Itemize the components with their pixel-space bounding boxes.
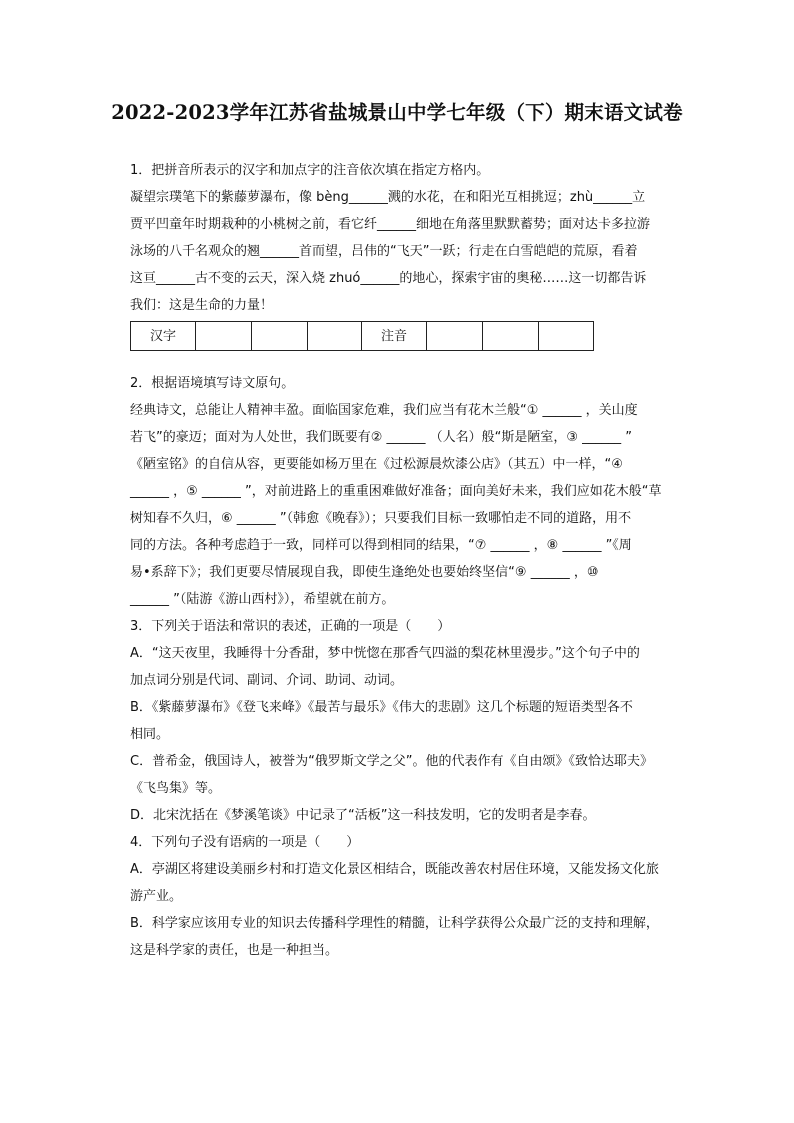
question-2-line: 树知春不久归，⑥ ______ ”（韩愈《晚春》）；只要我们目标一致哪怕走不同的道路，用不: [130, 511, 632, 526]
option-d: D．北宋沈括在《梦溪笔谈》中记录了“活板”这一科技发明，它的发明者是李春。: [130, 808, 596, 823]
option-b: B．《紫藤萝瀑布》《登飞来峰》《最苦与最乐》《伟大的悲剧》这几个标题的短语类型各不: [130, 700, 633, 715]
answer-cell[interactable]: [252, 322, 308, 351]
option-a-cont: 游产业。: [130, 889, 183, 904]
option-a: A．亭湖区将建设美丽乡村和打造文化景区相结合，既能改善农村居住环境，又能发扬文化旅: [130, 862, 659, 877]
exam-title: 2022-2023学年江苏省盐城景山中学七年级（下）期末语文试卷: [111, 101, 683, 124]
option-c: C．普希金，俄国诗人，被誉为“俄罗斯文学之父”。他的代表作有《自由颂》《致恰达耶夫》: [130, 754, 654, 769]
question-4: [130, 829, 690, 964]
option-b-cont: 相同。: [130, 727, 170, 742]
option-a: A．“这天夜里，我睡得十分香甜，梦中恍惚在那香气四溢的梨花林里漫步。”这个句子中的: [130, 646, 640, 661]
option-b: B．科学家应该用专业的知识去传播科学理性的精髓，让科学获得公众最广泛的支持和理解，: [130, 916, 659, 931]
question-2-stem: 2．根据语境填写诗文原句。: [130, 376, 295, 391]
answer-grid: [130, 321, 594, 351]
answer-cell[interactable]: [196, 322, 252, 351]
question-2-line: 易•系辞下》；我们更要尽情展现自我，即使生逢绝处也要始终坚信“⑨ ______ ，⑩: [130, 565, 599, 580]
option-c-cont: 《飞鸟集》等。: [130, 781, 222, 796]
answer-cell[interactable]: [427, 322, 483, 351]
question-3: [130, 613, 690, 829]
question-1-line: 凝望宗璞笔下的紫藤萝瀑布，像 bèng______溅的水花，在和阳光互相挑逗；zhù______立: [130, 190, 646, 205]
exam-content: [130, 157, 690, 964]
hanzi-label-cell: 汉字: [131, 322, 196, 351]
question-4-stem: 4．下列句子没有语病的一项是（ ）: [130, 835, 360, 850]
question-3-stem: 3．下列关于语法和常识的表述，正确的一项是（ ）: [130, 619, 451, 634]
answer-cell[interactable]: [539, 322, 594, 351]
question-2-line: 经典诗文，总能让人精神丰盈。面临国家危难，我们应当有花木兰般“① ______ ，关山度: [130, 403, 638, 418]
answer-cell[interactable]: [483, 322, 539, 351]
option-a-cont: 加点词分别是代词、副词、介词、助词、动词。: [130, 673, 404, 688]
question-1-line: 泳场的八千名观众的翘______首而望，吕伟的“飞天”一跃；行走在白雪皑皑的荒原，看着: [130, 244, 638, 259]
option-b-cont: 这是科学家的责任，也是一种担当。: [130, 943, 339, 958]
question-2: [130, 370, 690, 613]
question-2-line: 《陋室铭》的自信从容，更要能如杨万里在《过松源晨炊漆公店》（其五）中一样，“④: [130, 457, 623, 472]
question-2-line: ______ ，⑤ ______ ”，对前进路上的重重困难做好准备；面向美好未来，我们应如花木般“草: [130, 484, 662, 499]
answer-cell[interactable]: [308, 322, 362, 351]
question-1-stem: 1．把拼音所表示的汉字和加点字的注音依次填在指定方格内。: [130, 163, 490, 178]
question-1-line: 我们：这是生命的力量！: [130, 298, 274, 313]
question-2-line: ______ ”（陆游《游山西村》），希望就在前方。: [130, 592, 395, 607]
question-1-line: 这亘______古不变的云天，深入烧 zhuó______的地心，探索宇宙的奥秘……这一切都告诉: [130, 271, 647, 286]
zhuyin-label-cell: 注音: [362, 322, 427, 351]
question-2-line: 若飞”的豪迈；面对为人处世，我们既要有② ______ （人名）般“斯是陋室，③ ______ ”: [130, 430, 633, 445]
question-1: [130, 157, 690, 351]
question-2-line: 同的方法。各种考虑趋于一致，同样可以得到相同的结果，“⑦ ______ ，⑧ ______ ”《周: [130, 538, 632, 553]
question-1-line: 贾平凹童年时期栽种的小桃树之前，看它纤______细地在角落里默默蓄势；面对达卡多拉游: [130, 217, 651, 232]
